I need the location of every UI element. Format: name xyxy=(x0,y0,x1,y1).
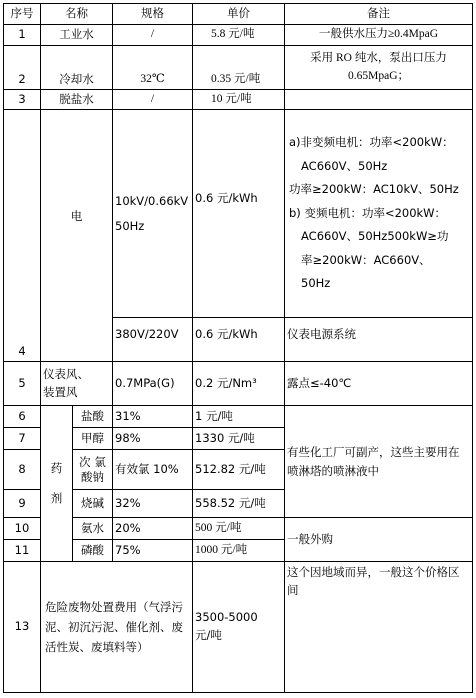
note-line: 率≥200kW：AC660V、 xyxy=(301,252,431,267)
row-price: 1330 元/吨 xyxy=(193,428,285,450)
table-row xyxy=(4,362,473,406)
row-price: 0.35 元/吨 xyxy=(193,46,285,90)
row-name: 烧碱 xyxy=(73,490,113,518)
note-line: b) 变频电机：功率<200kW： xyxy=(289,205,447,220)
row-no: 3 xyxy=(4,90,41,110)
row-name: 氨水 xyxy=(73,518,113,540)
row-spec: 380V/220V xyxy=(113,318,193,362)
row-name: 危险废物处置费用（气浮污泥、初沉污泥、催化剂、废活性炭、废填料等） xyxy=(41,562,193,693)
spec-line: 50Hz xyxy=(115,218,145,233)
row-spec: / xyxy=(113,25,193,46)
row-spec xyxy=(113,110,193,318)
table-row xyxy=(4,25,473,46)
row-spec: 32℃ xyxy=(113,46,193,90)
utility-price-table xyxy=(3,3,473,693)
row-no: 2 xyxy=(4,46,41,90)
row-price xyxy=(193,562,285,693)
name-line: 酸钠 xyxy=(81,469,104,484)
row-price: 5.8 元/吨 xyxy=(193,25,285,46)
row-note xyxy=(285,90,473,110)
row-price: 500 元/吨 xyxy=(193,518,285,540)
row-spec: 32% xyxy=(113,490,193,518)
note-line: AC660V、50Hz500kW≥功 xyxy=(301,229,449,244)
row-price: 1 元/吨 xyxy=(193,406,285,428)
table-row xyxy=(4,90,473,110)
name-line: 仪表风、 xyxy=(43,366,89,381)
note-line: a)非变频电机：功率<200kW： xyxy=(289,135,454,150)
row-no: 7 xyxy=(4,428,41,450)
group-label-reagents xyxy=(41,406,73,562)
row-no: 8 xyxy=(4,450,41,490)
table-row xyxy=(4,562,473,693)
note-line: 功率≥200kW：AC10kV、50Hz xyxy=(289,182,459,197)
note-line: 50Hz xyxy=(301,276,331,291)
row-price: 10 元/吨 xyxy=(193,90,285,110)
row-spec: 31% xyxy=(113,406,193,428)
note-line: 采用 RO 纯水，泵出口压力 xyxy=(310,51,447,64)
header-name: 名称 xyxy=(41,4,113,25)
row-spec: 98% xyxy=(113,428,193,450)
name-line: 次 氯 xyxy=(79,454,106,469)
row-name: 工业水 xyxy=(41,25,113,46)
row-name: 电 xyxy=(41,110,113,362)
row-price: 512.82 元/吨 xyxy=(193,450,285,490)
row-note: 仪表电源系统 xyxy=(285,318,473,362)
row-spec: 75% xyxy=(113,540,193,562)
group-char: 剂 xyxy=(50,490,63,505)
row-name: 冷却水 xyxy=(41,46,113,90)
row-name: 脱盐水 xyxy=(41,90,113,110)
table-row xyxy=(4,518,473,540)
price-line: 元/吨 xyxy=(195,628,222,642)
row-price: 0.6 元/kWh xyxy=(193,318,285,362)
header-price: 单价 xyxy=(193,4,285,25)
spec-line: 10kV/0.66kV xyxy=(115,194,189,209)
group-char: 药 xyxy=(50,460,63,475)
row-name: 盐酸 xyxy=(73,406,113,428)
header-spec: 规格 xyxy=(113,4,193,25)
row-no: 5 xyxy=(4,362,41,406)
row-price: 558.52 元/吨 xyxy=(193,490,285,518)
row-spec: / xyxy=(113,90,193,110)
table-row xyxy=(4,46,473,90)
header-no: 序号 xyxy=(4,4,41,25)
row-note: 一般外购 xyxy=(285,518,473,562)
row-spec: 有效氯 10% xyxy=(113,450,193,490)
name-line: 装置风 xyxy=(43,384,78,399)
row-spec: 0.7MPa(G) xyxy=(113,362,193,406)
row-name xyxy=(73,450,113,490)
table-row xyxy=(4,406,473,428)
table-row xyxy=(4,110,473,318)
row-price: 0.2 元/Nm³ xyxy=(193,362,285,406)
row-note xyxy=(285,110,473,318)
row-no: 1 xyxy=(4,25,41,46)
row-note: 一般供水压力≥0.4MpaG xyxy=(285,25,473,46)
row-no: 6 xyxy=(4,406,41,428)
row-price: 1000 元/吨 xyxy=(193,540,285,562)
row-note xyxy=(285,46,473,90)
row-note: 有些化工厂可副产，这些主要用在喷淋塔的喷淋液中 xyxy=(285,406,473,518)
row-note: 这个因地域而异，一般这个价格区间 xyxy=(285,562,473,693)
row-name: 甲醇 xyxy=(73,428,113,450)
row-price: 0.6 元/kWh xyxy=(193,110,285,318)
header-row xyxy=(4,4,473,25)
row-name: 磷酸 xyxy=(73,540,113,562)
row-no: 13 xyxy=(4,562,41,693)
row-spec: 20% xyxy=(113,518,193,540)
note-line: 0.65MpaG； xyxy=(347,69,409,82)
row-no: 10 xyxy=(4,518,41,540)
row-name xyxy=(41,362,113,406)
price-line: 3500-5000 xyxy=(195,610,258,625)
row-no: 4 xyxy=(4,110,41,362)
row-no: 9 xyxy=(4,490,41,518)
note-line: AC660V、50Hz xyxy=(301,158,388,173)
header-note: 备注 xyxy=(285,4,473,25)
row-no: 11 xyxy=(4,540,41,562)
row-note: 露点≤-40℃ xyxy=(285,362,473,406)
